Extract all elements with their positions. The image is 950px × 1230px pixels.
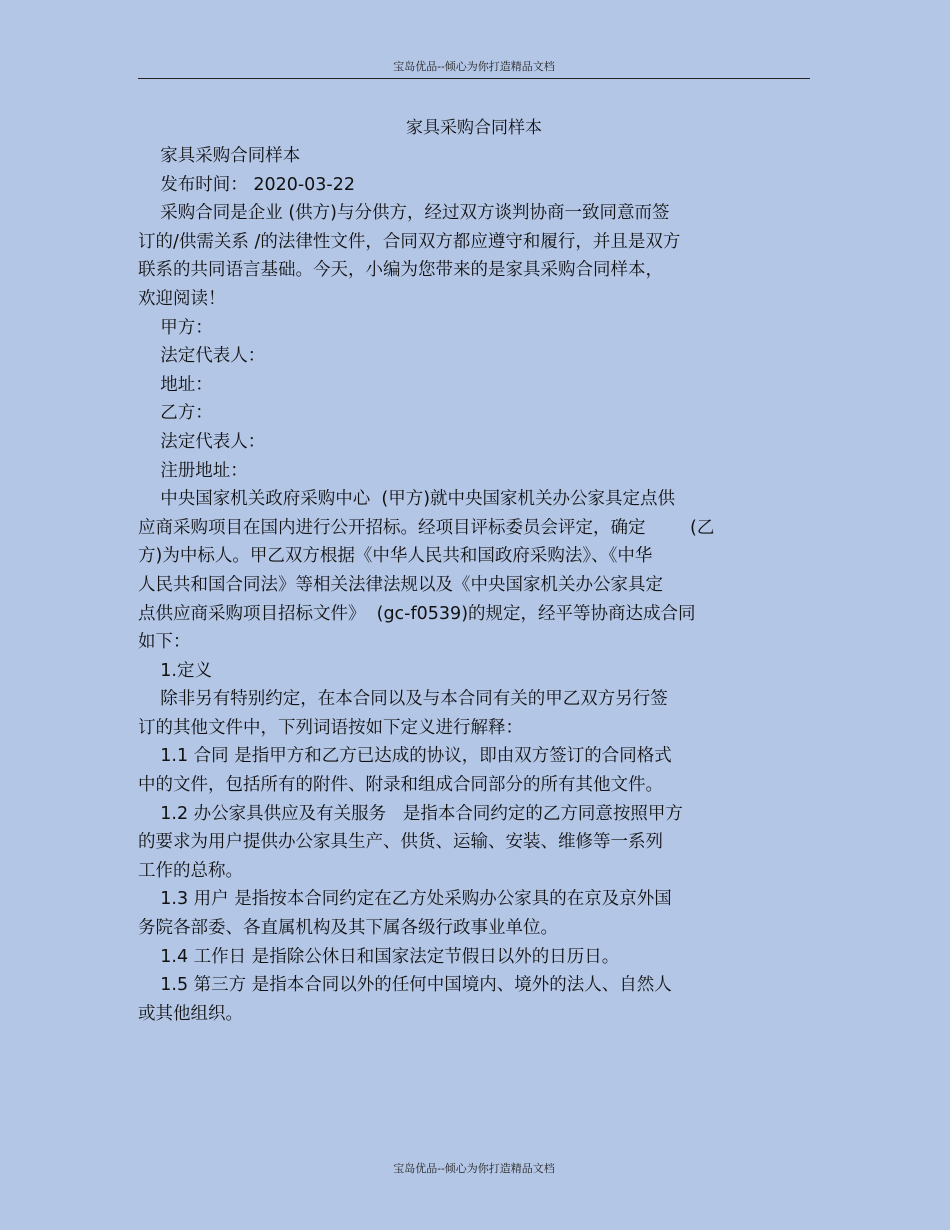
- text-line: 方)为中标人。甲乙双方根据《中华人民共和国政府采购法》、《中华: [138, 546, 653, 567]
- text-line: 工作的总称。: [138, 860, 243, 881]
- text-line: 注册地址：: [138, 460, 248, 481]
- text-line: 应商采购项目在国内进行公开招标。经项目评标委员会评定，确定 (乙: [138, 517, 715, 538]
- text-line: 1.5 第三方 是指本合同以外的任何中国境内、境外的法人、自然人: [138, 975, 672, 996]
- text-line: 采购合同是企业 (供方)与分供方，经过双方谈判协商一致同意而签: [138, 203, 670, 224]
- text-line: 人民共和国合同法》等相关法律法规以及《中央国家机关办公家具定: [138, 574, 663, 595]
- text-line: 1.4 工作日 是指除公休日和国家法定节假日以外的日历日。: [138, 946, 620, 967]
- text-line: 1.定义: [138, 660, 212, 681]
- text-line: 甲方：: [138, 317, 213, 338]
- text-line: 如下：: [138, 632, 191, 653]
- page-footer: 宝岛优品--倾心为你打造精品文档: [393, 1162, 555, 1175]
- text-line: 发布时间： 2020-03-22: [138, 174, 356, 195]
- document-title: 家具采购合同样本: [406, 118, 542, 138]
- text-line: 欢迎阅读！: [138, 288, 226, 309]
- page-header: 宝岛优品--倾心为你打造精品文档: [393, 60, 555, 73]
- text-line: 联系的共同语言基础。今天，小编为您带来的是家具采购合同样本，: [138, 260, 663, 281]
- text-line: 地址：: [138, 374, 213, 395]
- text-line: 家具采购合同样本: [138, 146, 301, 166]
- text-line: 中央国家机关政府采购中心 (甲方)就中央国家机关办公家具定点供: [138, 489, 676, 510]
- document-body: [138, 114, 810, 1028]
- text-line: 订的其他文件中，下列词语按如下定义进行解释：: [138, 717, 523, 738]
- text-line: 除非另有特别约定，在本合同以及与本合同有关的甲乙双方另行签: [138, 689, 668, 710]
- text-line: 务院各部委、各直属机构及其下属各级行政事业单位。: [138, 918, 558, 939]
- text-line: 订的/供需关系 /的法律性文件，合同双方都应遵守和履行，并且是双方: [138, 231, 681, 252]
- text-line: 法定代表人：: [138, 346, 266, 367]
- text-line: 1.2 办公家具供应及有关服务 是指本合同约定的乙方同意按照甲方: [138, 803, 683, 824]
- document-text: [138, 142, 810, 1028]
- text-line: 点供应商采购项目招标文件》 (gc-f0539)的规定，经平等协商达成合同: [138, 603, 696, 624]
- text-line: 1.3 用户 是指按本合同约定在乙方处采购办公家具的在京及京外国: [138, 889, 672, 910]
- text-line: 中的文件，包括所有的附件、附录和组成合同部分的所有其他文件。: [138, 775, 663, 796]
- text-line: 的要求为用户提供办公家具生产、供货、运输、安装、维修等一系列: [138, 832, 663, 853]
- text-line: 或其他组织。: [138, 1003, 243, 1024]
- text-line: 1.1 合同 是指甲方和乙方已达成的协议，即由双方签订的合同格式: [138, 746, 672, 767]
- text-line: 乙方：: [138, 403, 213, 424]
- text-line: 法定代表人：: [138, 431, 266, 452]
- header-divider: [138, 78, 810, 79]
